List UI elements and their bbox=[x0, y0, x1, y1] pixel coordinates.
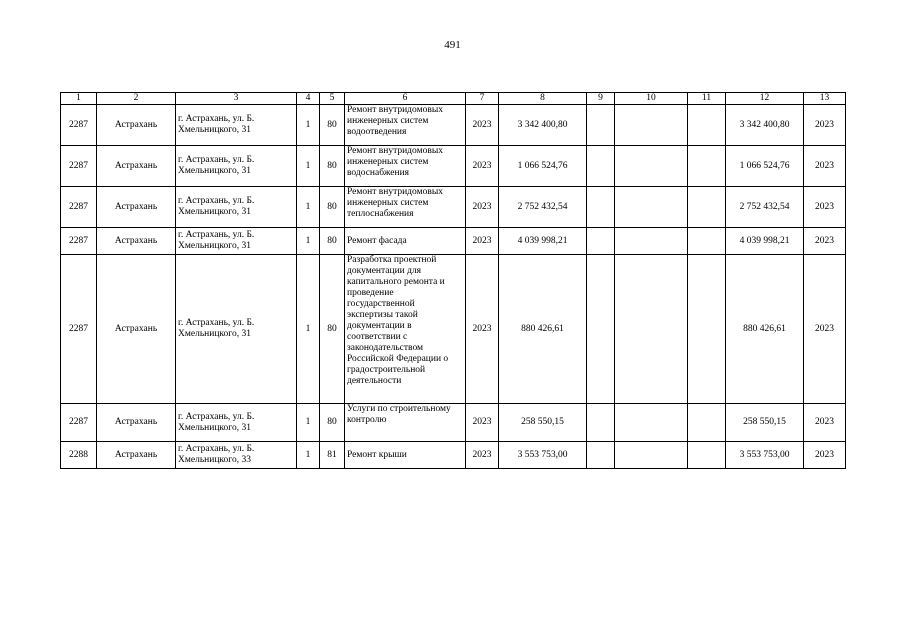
col-header: 3 bbox=[176, 93, 297, 105]
cell-cost: 3 553 753,00 bbox=[499, 442, 587, 469]
page-number: 491 bbox=[444, 39, 461, 51]
cell-cost: 2 752 432,54 bbox=[499, 187, 587, 228]
table-row bbox=[61, 146, 846, 187]
cell-end-year: 2023 bbox=[804, 105, 846, 146]
cell-id: 2287 bbox=[61, 255, 97, 404]
col-header: 13 bbox=[804, 93, 846, 105]
col-header: 9 bbox=[587, 93, 615, 105]
cell-col9 bbox=[587, 255, 615, 404]
cell-total: 880 426,61 bbox=[726, 255, 804, 404]
cell-col4: 1 bbox=[297, 228, 320, 255]
cell-id: 2287 bbox=[61, 228, 97, 255]
cell-col10 bbox=[615, 404, 688, 442]
cell-end-year: 2023 bbox=[804, 442, 846, 469]
cell-col5: 81 bbox=[320, 442, 345, 469]
cell-col11 bbox=[688, 442, 726, 469]
cell-col5: 80 bbox=[320, 255, 345, 404]
cell-col5: 80 bbox=[320, 187, 345, 228]
cell-address: г. Астрахань, ул. Б. Хмельницкого, 31 bbox=[176, 105, 297, 146]
table-row bbox=[61, 255, 846, 404]
header-row bbox=[61, 93, 846, 105]
cell-cost: 1 066 524,76 bbox=[499, 146, 587, 187]
cell-total: 4 039 998,21 bbox=[726, 228, 804, 255]
cell-work-type: Ремонт внутридомовых инженерных систем водоотведения bbox=[345, 105, 466, 146]
cell-year: 2023 bbox=[466, 255, 499, 404]
cell-total: 3 553 753,00 bbox=[726, 442, 804, 469]
cell-col4: 1 bbox=[297, 404, 320, 442]
cell-col10 bbox=[615, 228, 688, 255]
cell-work-type: Услуги по строительному контролю bbox=[345, 404, 466, 442]
cell-end-year: 2023 bbox=[804, 228, 846, 255]
cell-end-year: 2023 bbox=[804, 404, 846, 442]
col-header: 12 bbox=[726, 93, 804, 105]
cell-end-year: 2023 bbox=[804, 187, 846, 228]
cell-col4: 1 bbox=[297, 146, 320, 187]
col-header: 5 bbox=[320, 93, 345, 105]
cell-year: 2023 bbox=[466, 105, 499, 146]
cell-address: г. Астрахань, ул. Б. Хмельницкого, 31 bbox=[176, 404, 297, 442]
cell-col10 bbox=[615, 146, 688, 187]
cell-city: Астрахань bbox=[97, 146, 176, 187]
cell-total: 1 066 524,76 bbox=[726, 146, 804, 187]
cell-col10 bbox=[615, 255, 688, 404]
col-header: 4 bbox=[297, 93, 320, 105]
cell-col11 bbox=[688, 187, 726, 228]
cell-work-type: Ремонт внутридомовых инженерных систем теплоснабжения bbox=[345, 187, 466, 228]
cell-work-type: Ремонт фасада bbox=[345, 228, 466, 255]
cell-work-type: Разработка проектной документации для капитального ремонта и проведение государственной экспертизы такой документации в соответствии с законодательством Российской Федерации о градостроительной деятельности bbox=[345, 255, 466, 404]
cell-col9 bbox=[587, 146, 615, 187]
cell-col9 bbox=[587, 187, 615, 228]
col-header: 10 bbox=[615, 93, 688, 105]
cell-id: 2287 bbox=[61, 105, 97, 146]
cell-work-type: Ремонт крыши bbox=[345, 442, 466, 469]
cell-col11 bbox=[688, 146, 726, 187]
table-row bbox=[61, 105, 846, 146]
cell-end-year: 2023 bbox=[804, 146, 846, 187]
register-table bbox=[60, 92, 846, 469]
cell-col5: 80 bbox=[320, 228, 345, 255]
cell-work-type: Ремонт внутридомовых инженерных систем водоснабжения bbox=[345, 146, 466, 187]
cell-col11 bbox=[688, 404, 726, 442]
cell-col10 bbox=[615, 105, 688, 146]
cell-cost: 4 039 998,21 bbox=[499, 228, 587, 255]
cell-city: Астрахань bbox=[97, 255, 176, 404]
cell-col9 bbox=[587, 105, 615, 146]
col-header: 2 bbox=[97, 93, 176, 105]
cell-col9 bbox=[587, 442, 615, 469]
cell-col11 bbox=[688, 255, 726, 404]
cell-col9 bbox=[587, 404, 615, 442]
cell-address: г. Астрахань, ул. Б. Хмельницкого, 31 bbox=[176, 255, 297, 404]
cell-address: г. Астрахань, ул. Б. Хмельницкого, 33 bbox=[176, 442, 297, 469]
cell-col11 bbox=[688, 105, 726, 146]
cell-cost: 3 342 400,80 bbox=[499, 105, 587, 146]
table-row bbox=[61, 228, 846, 255]
cell-id: 2287 bbox=[61, 187, 97, 228]
col-header: 1 bbox=[61, 93, 97, 105]
cell-year: 2023 bbox=[466, 146, 499, 187]
col-header: 8 bbox=[499, 93, 587, 105]
cell-address: г. Астрахань, ул. Б. Хмельницкого, 31 bbox=[176, 187, 297, 228]
cell-col10 bbox=[615, 187, 688, 228]
cell-total: 258 550,15 bbox=[726, 404, 804, 442]
cell-year: 2023 bbox=[466, 442, 499, 469]
cell-id: 2287 bbox=[61, 404, 97, 442]
table-row bbox=[61, 187, 846, 228]
cell-year: 2023 bbox=[466, 228, 499, 255]
col-header: 7 bbox=[466, 93, 499, 105]
cell-year: 2023 bbox=[466, 404, 499, 442]
cell-year: 2023 bbox=[466, 187, 499, 228]
cell-total: 3 342 400,80 bbox=[726, 105, 804, 146]
cell-col4: 1 bbox=[297, 442, 320, 469]
cell-city: Астрахань bbox=[97, 404, 176, 442]
cell-city: Астрахань bbox=[97, 228, 176, 255]
cell-col9 bbox=[587, 228, 615, 255]
cell-cost: 880 426,61 bbox=[499, 255, 587, 404]
cell-col4: 1 bbox=[297, 187, 320, 228]
cell-col11 bbox=[688, 228, 726, 255]
col-header: 11 bbox=[688, 93, 726, 105]
cell-col5: 80 bbox=[320, 146, 345, 187]
cell-city: Астрахань bbox=[97, 187, 176, 228]
cell-cost: 258 550,15 bbox=[499, 404, 587, 442]
cell-col5: 80 bbox=[320, 404, 345, 442]
cell-address: г. Астрахань, ул. Б. Хмельницкого, 31 bbox=[176, 228, 297, 255]
cell-end-year: 2023 bbox=[804, 255, 846, 404]
cell-col10 bbox=[615, 442, 688, 469]
cell-col4: 1 bbox=[297, 255, 320, 404]
cell-city: Астрахань bbox=[97, 105, 176, 146]
table-row bbox=[61, 404, 846, 442]
col-header: 6 bbox=[345, 93, 466, 105]
cell-total: 2 752 432,54 bbox=[726, 187, 804, 228]
cell-col5: 80 bbox=[320, 105, 345, 146]
cell-col4: 1 bbox=[297, 105, 320, 146]
cell-id: 2288 bbox=[61, 442, 97, 469]
cell-id: 2287 bbox=[61, 146, 97, 187]
cell-address: г. Астрахань, ул. Б. Хмельницкого, 31 bbox=[176, 146, 297, 187]
cell-city: Астрахань bbox=[97, 442, 176, 469]
table-row bbox=[61, 442, 846, 469]
